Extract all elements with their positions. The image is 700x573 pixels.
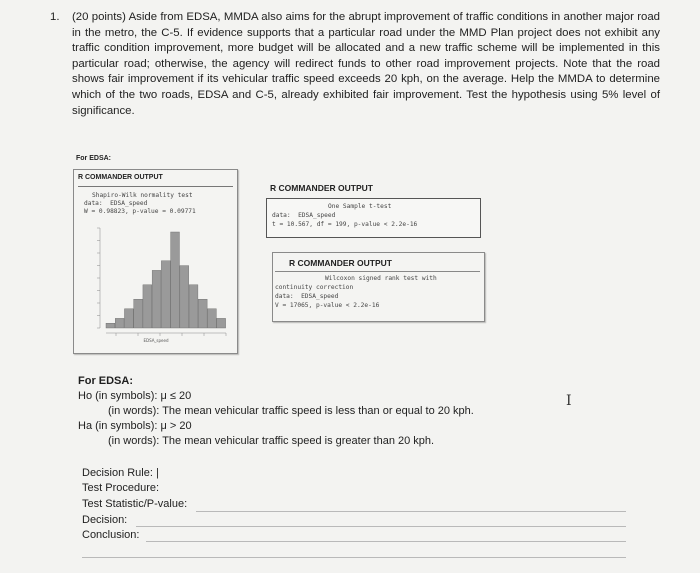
- r-output-ttest-box: [266, 180, 481, 240]
- r-output-title: R COMMANDER OUTPUT: [78, 174, 163, 181]
- r-output-normality-box: [73, 169, 238, 354]
- histogram-bar: [124, 309, 133, 328]
- ttest-line-1: One Sample t-test: [328, 203, 392, 210]
- histogram-bar: [115, 318, 124, 328]
- decision-label: Decision:: [82, 514, 128, 526]
- text-cursor-icon: I: [566, 393, 572, 409]
- histogram-bar: [208, 309, 217, 328]
- wilcoxon-line-4: V = 17065, p-value < 2.2e-16: [275, 302, 380, 309]
- histogram-bar: [161, 261, 170, 328]
- histogram-bar: [143, 285, 152, 328]
- alt-hypothesis-symbols: Ha (in symbols): μ > 20: [78, 420, 192, 432]
- r-output-title: R COMMANDER OUTPUT: [289, 258, 392, 268]
- conclusion-answer-line[interactable]: [146, 541, 626, 542]
- conclusion-answer-line-2[interactable]: [82, 557, 626, 558]
- r-output-title: R COMMANDER OUTPUT: [270, 183, 373, 193]
- conclusion-label: Conclusion:: [82, 529, 140, 541]
- alt-hypothesis-words: (in words): The mean vehicular traffic speed is greater than 20 kph.: [108, 435, 435, 447]
- for-edsa-label: For EDSA:: [76, 155, 111, 162]
- normality-line-3: W = 0.98823, p-value = 0.09771: [84, 208, 196, 215]
- wilcoxon-line-3: data: EDSA_speed: [275, 293, 339, 300]
- histogram-bar: [106, 323, 115, 328]
- histogram-bar: [152, 270, 161, 328]
- answer-heading: For EDSA:: [78, 375, 133, 387]
- histogram-bar: [217, 318, 226, 328]
- test-statistic-answer-line[interactable]: [196, 511, 626, 512]
- histogram-xlabel: EDSA_speed: [143, 338, 169, 343]
- null-hypothesis-words: (in words): The mean vehicular traffic speed is less than or equal to 20 kph.: [108, 405, 474, 417]
- wilcoxon-line-1: Wilcoxon signed rank test with: [325, 275, 437, 282]
- histogram-bar: [198, 299, 207, 328]
- histogram-bar: [189, 285, 198, 328]
- ttest-line-2: data: EDSA_speed: [272, 212, 336, 219]
- decision-rule-field[interactable]: Decision Rule: |: [82, 467, 159, 479]
- null-hypothesis-symbols: Ho (in symbols): μ ≤ 20: [78, 390, 192, 402]
- test-procedure-label: Test Procedure:: [82, 482, 160, 494]
- problem-text: (20 points) Aside from EDSA, MMDA also aims for the abrupt improvement of traffic conditions in another major road in the metro, the C-5. If evidence supports that a particular road under the MMD Plan project does not exhibit any traffic condition improvement, more budget will be allocated and a new traffic scheme will be implemented in this particular road; otherwise, the agency will redirect funds to other road improvement projects. Note that the road shows fair improvement if its vehicular traffic speed exceeds 20 kph, on the average. Help the MMDA to determine which of the two roads, EDSA and C-5, already exhibited fair improvement. Test the hypothesis using 5% level of significance.: [72, 11, 660, 117]
- problem-statement: [50, 10, 660, 119]
- problem-number: 1.: [50, 11, 60, 23]
- histogram-bar: [180, 266, 189, 328]
- histogram-bar: [171, 232, 180, 328]
- histogram: [76, 218, 236, 348]
- histogram-bar: [134, 299, 143, 328]
- ttest-line-3: t = 10.567, df = 199, p-value < 2.2e-16: [272, 221, 418, 228]
- test-statistic-label: Test Statistic/P-value:: [82, 498, 188, 510]
- normality-line-1: Shapiro-Wilk normality test: [92, 192, 193, 199]
- wilcoxon-line-2: continuity correction: [275, 284, 354, 291]
- r-output-wilcoxon-box: [272, 252, 485, 322]
- normality-line-2: data: EDSA_speed: [84, 200, 148, 207]
- decision-answer-line[interactable]: [136, 526, 626, 527]
